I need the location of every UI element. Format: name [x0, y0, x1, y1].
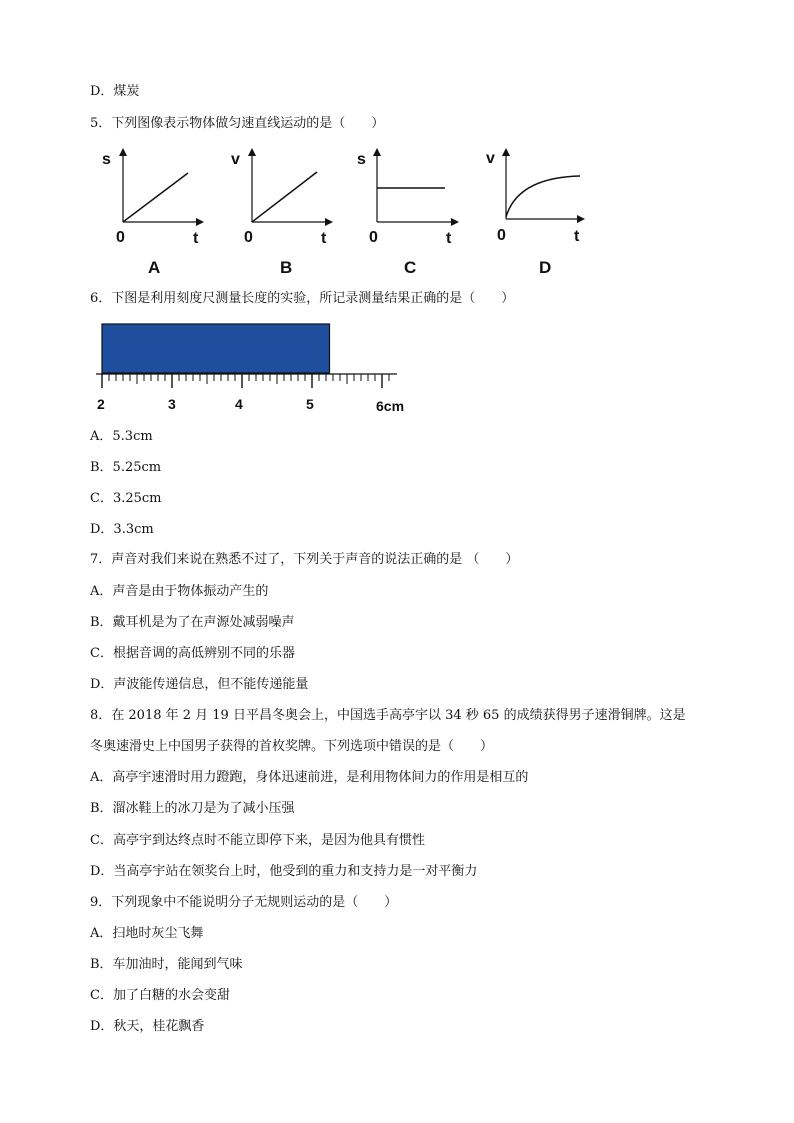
q6-option-c: C．3.25cm — [90, 491, 162, 506]
graph-d-origin: 0 — [497, 227, 506, 244]
graph-d-y-label: v — [486, 150, 495, 167]
q5-stem: 5．下列图像表示物体做匀速直线运动的是（ ） — [90, 116, 385, 131]
q9-option-a: A．扫地时灰尘飞舞 — [90, 926, 204, 941]
graph-a-origin: 0 — [116, 229, 125, 246]
q6-option-a: A．5.3cm — [90, 429, 153, 444]
ruler-label-5: 5 — [306, 396, 314, 412]
measured-block — [102, 324, 330, 373]
q6-option-d: D．3.3cm — [90, 522, 154, 537]
q8-option-d: D．当高亭宇站在领奖台上时，他受到的重力和支持力是一对平衡力 — [90, 864, 478, 879]
q7-option-b: B．戴耳机是为了在声源处减弱噪声 — [90, 615, 295, 630]
graph-b-letter: B — [280, 258, 293, 277]
q4-option-d: D．煤炭 — [90, 84, 140, 99]
q6-stem: 6．下图是利用刻度尺测量长度的实验，所记录测量结果正确的是（ ） — [90, 291, 515, 306]
ruler-label-2: 2 — [97, 396, 105, 412]
q7-stem: 7．声音对我们来说在熟悉不过了，下列关于声音的说法正确的是 （ ） — [90, 552, 519, 567]
ruler-label-3: 3 — [168, 396, 176, 412]
ruler-ticks — [102, 374, 389, 388]
graph-c-x-label: t — [446, 230, 452, 247]
graph-c-y-label: s — [357, 151, 366, 168]
graph-b-origin: 0 — [244, 229, 253, 246]
graph-b-x-label: t — [321, 230, 327, 247]
q9-stem: 9．下列现象中不能说明分子无规则运动的是（ ） — [90, 895, 398, 910]
graph-b-y-label: v — [231, 151, 240, 168]
graph-d-x-label: t — [574, 228, 580, 245]
ruler-label-6cm: 6cm — [376, 398, 405, 414]
graph-a-letter: A — [148, 258, 161, 277]
ruler-label-4: 4 — [235, 396, 243, 412]
q6-option-b: B．5.25cm — [90, 460, 162, 475]
q9-option-d: D．秋天，桂花飘香 — [90, 1019, 205, 1034]
q8-stem-line-1: 8．在 2018 年 2 月 19 日平昌冬奥会上，中国选手高亭宇以 34 秒 65 的成绩获得男子速滑铜牌。这是 — [90, 708, 686, 723]
q7-option-a: A．声音是由于物体振动产生的 — [90, 584, 269, 599]
q5-graph-b — [227, 145, 342, 275]
graph-a-x-label: t — [193, 230, 199, 247]
q8-option-a: A．高亭宇速滑时用力蹬跑，身体迅速前进，是利用物体间力的作用是相互的 — [90, 770, 529, 785]
q8-option-c: C．高亭宇到达终点时不能立即停下来，是因为他具有惯性 — [90, 833, 425, 848]
q7-option-d: D．声波能传递信息，但不能传递能量 — [90, 677, 309, 692]
graph-a-y-label: s — [102, 151, 111, 168]
q5-graph-d — [484, 145, 599, 275]
graph-c-origin: 0 — [369, 229, 378, 246]
graph-d-letter: D — [539, 258, 552, 277]
q8-stem-line-2: 冬奥速滑史上中国男子获得的首枚奖牌。下列选项中错误的是（ ） — [90, 739, 494, 754]
graph-a-curve — [123, 173, 188, 222]
q9-option-c: C．加了白糖的水会变甜 — [90, 988, 230, 1003]
q5-graph-a — [98, 145, 213, 275]
q6-ruler-figure — [90, 320, 420, 420]
q5-graph-c — [353, 145, 468, 275]
graph-c-letter: C — [404, 258, 417, 277]
graph-b-curve — [252, 172, 317, 222]
q7-option-c: C．根据音调的高低辨别不同的乐器 — [90, 646, 295, 661]
q8-option-b: B．溜冰鞋上的冰刀是为了减小压强 — [90, 801, 295, 816]
q9-option-b: B．车加油时，能闻到气味 — [90, 957, 243, 972]
graph-d-curve — [506, 176, 580, 217]
